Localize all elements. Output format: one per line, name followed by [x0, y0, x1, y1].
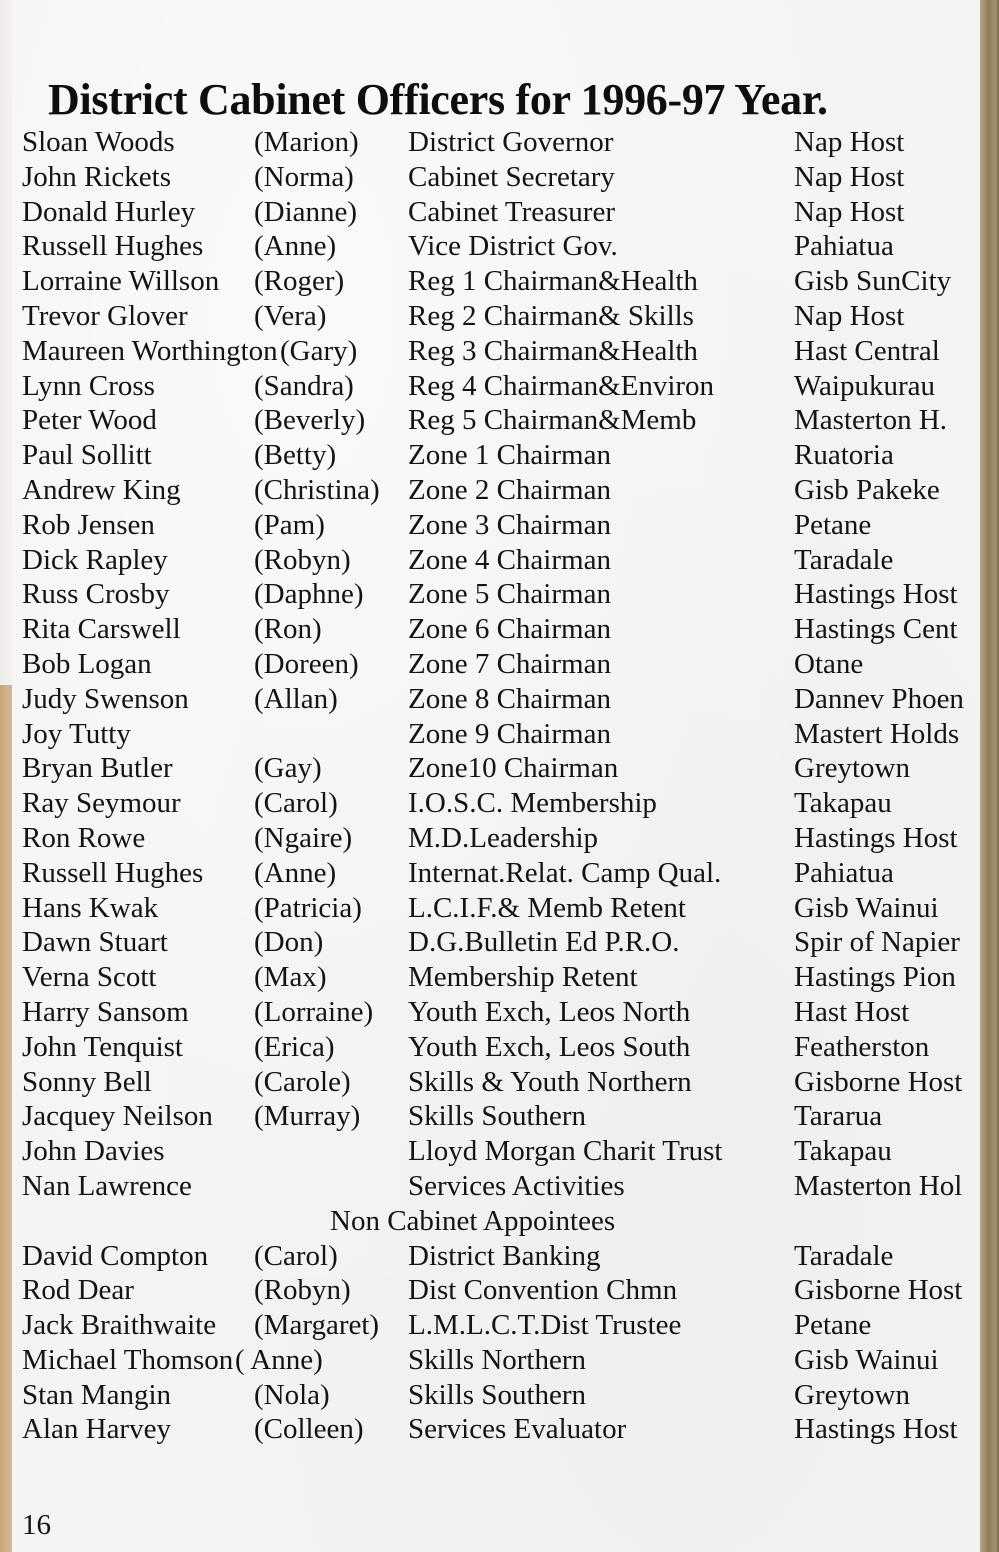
club-name: Dannev Phoen	[794, 682, 964, 715]
club-name: Nap Host	[794, 160, 905, 193]
officer-name: David Compton	[22, 1239, 209, 1272]
club-name: Gisb Pakeke	[794, 473, 940, 506]
officer-role: Reg 3 Chairman&Health	[408, 334, 698, 367]
officer-role: Services Activities	[408, 1169, 625, 1202]
officer-row	[0, 612, 999, 647]
club-name: Greytown	[794, 1378, 910, 1411]
officer-role: Zone 2 Chairman	[408, 473, 611, 506]
non-cabinet-heading-text: Non Cabinet Appointees	[330, 1204, 616, 1237]
spouse-name: (Lorraine)	[254, 995, 374, 1028]
club-name: Greytown	[794, 752, 910, 785]
officer-name: Jacquey Neilson	[22, 1100, 213, 1133]
club-name: Hastings Pion	[794, 961, 956, 994]
club-name: Takapau	[794, 1135, 892, 1168]
officer-row	[0, 1169, 999, 1204]
officer-row	[0, 1412, 999, 1447]
officer-name: Donald Hurley	[22, 195, 196, 228]
officer-role: M.D.Leadership	[408, 821, 599, 854]
officer-role: Skills Southern	[408, 1378, 587, 1411]
page-number: 16	[22, 1509, 51, 1541]
officer-name: Russ Crosby	[22, 578, 170, 611]
officer-row	[0, 717, 999, 752]
club-name: Mastert Holds	[794, 717, 960, 750]
officer-name: Jack Braithwaite	[22, 1309, 217, 1342]
officer-row	[0, 229, 999, 264]
officer-name: John Tenquist	[22, 1030, 183, 1063]
spouse-name: (Gay)	[254, 752, 322, 785]
spouse-name: (Roger)	[254, 265, 345, 298]
officer-row	[0, 1343, 999, 1378]
officer-row	[0, 334, 999, 369]
club-name: Gisb SunCity	[794, 265, 952, 298]
officer-row	[0, 473, 999, 508]
officer-role: Dist Convention Chmn	[408, 1274, 678, 1307]
officer-name: Stan Mangin	[22, 1378, 172, 1411]
officer-row	[0, 403, 999, 438]
club-name: Hast Host	[794, 995, 910, 1028]
officer-role: Skills Northern	[408, 1343, 587, 1376]
officer-row	[0, 786, 999, 821]
officer-role: Reg 5 Chairman&Memb	[408, 404, 697, 437]
officer-name: Lynn Cross	[22, 369, 155, 402]
spouse-name: (Anne)	[254, 856, 337, 889]
officer-name: Dick Rapley	[22, 543, 168, 576]
officer-role: Lloyd Morgan Charit Trust	[408, 1135, 723, 1168]
club-name: Hastings Host	[794, 821, 958, 854]
club-name: Pahiatua	[794, 856, 894, 889]
officer-role: Cabinet Secretary	[408, 160, 615, 193]
officer-role: Zone 1 Chairman	[408, 439, 611, 472]
officer-name: Sloan Woods	[22, 126, 175, 158]
officer-role: Skills Southern	[408, 1100, 587, 1133]
spouse-name: (Gary)	[280, 334, 358, 367]
spouse-name: (Pam)	[254, 508, 325, 541]
club-name: Gisb Wainui	[794, 1343, 939, 1376]
officer-name: John Davies	[22, 1135, 165, 1168]
spouse-name: (Erica)	[254, 1030, 335, 1063]
spouse-name: (Sandra)	[254, 369, 354, 402]
officer-role: Youth Exch, Leos South	[408, 1030, 691, 1063]
officer-role: D.G.Bulletin Ed P.R.O.	[408, 926, 680, 959]
club-name: Spir of Napier	[794, 926, 960, 959]
officer-row	[0, 1099, 999, 1134]
officer-name: Lorraine Willson	[22, 265, 220, 298]
officer-name: Ron Rowe	[22, 821, 146, 854]
spouse-name: (Daphne)	[254, 578, 364, 611]
club-name: Taradale	[794, 1239, 894, 1272]
officer-row	[0, 264, 999, 299]
officer-role: Skills & Youth Northern	[408, 1065, 692, 1098]
club-name: Taradale	[794, 543, 894, 576]
club-name: Petane	[794, 508, 872, 541]
spouse-name: (Marion)	[254, 126, 359, 158]
spouse-name: (Don)	[254, 926, 324, 959]
spouse-name: (Max)	[254, 961, 327, 994]
spouse-name: (Beverly)	[254, 404, 366, 437]
club-name: Nap Host	[794, 299, 905, 332]
officer-role: L.C.I.F.& Memb Retent	[408, 891, 686, 924]
officer-role: Zone 9 Chairman	[408, 717, 611, 750]
officer-name: Sonny Bell	[22, 1065, 152, 1098]
page-title: District Cabinet Officers for 1996-97 Year.	[48, 75, 828, 124]
club-name: Featherston	[794, 1030, 930, 1063]
officer-role: Vice District Gov.	[408, 230, 618, 263]
officer-row	[0, 751, 999, 786]
spouse-name: (Robyn)	[254, 543, 351, 576]
officer-name: Rita Carswell	[22, 613, 181, 646]
officer-name: Rod Dear	[22, 1274, 134, 1307]
officer-role: Cabinet Treasurer	[408, 195, 615, 228]
officer-row	[0, 1239, 999, 1274]
officers-list	[0, 125, 999, 1447]
club-name: Hastings Cent	[794, 613, 958, 646]
officer-role: Services Evaluator	[408, 1413, 627, 1446]
spouse-name: (Carol)	[254, 1239, 338, 1272]
club-name: Tararua	[794, 1100, 883, 1133]
spouse-name: (Ngaire)	[254, 821, 353, 854]
club-name: Masterton H.	[794, 404, 948, 437]
non-cabinet-appointees-table	[0, 1239, 999, 1448]
officer-name: Peter Wood	[22, 404, 157, 437]
officer-name: Bob Logan	[22, 647, 152, 680]
club-name: Pahiatua	[794, 230, 894, 263]
spouse-name: (Christina)	[254, 473, 380, 506]
spouse-name: (Vera)	[254, 299, 327, 332]
officer-row	[0, 577, 999, 612]
spouse-name: (Patricia)	[254, 891, 362, 924]
officer-name: Trevor Glover	[22, 299, 188, 332]
club-name: Hastings Host	[794, 578, 958, 611]
officer-name: Russell Hughes	[22, 230, 204, 263]
officer-role: Zone 4 Chairman	[408, 543, 611, 576]
officer-role: L.M.L.C.T.Dist Trustee	[408, 1309, 682, 1342]
officer-role: Zone10 Chairman	[408, 752, 619, 785]
officer-row	[0, 160, 999, 195]
cabinet-officers-table	[0, 125, 999, 1204]
non-cabinet-heading	[0, 1204, 999, 1239]
spouse-name: (Colleen)	[254, 1413, 364, 1446]
officer-name: Dawn Stuart	[22, 926, 168, 959]
club-name: Hast Central	[794, 334, 940, 367]
officer-role: Zone 6 Chairman	[408, 613, 611, 646]
officer-row	[0, 1308, 999, 1343]
officer-name: Verna Scott	[22, 961, 157, 994]
club-name: Gisborne Host	[794, 1065, 963, 1098]
officer-role: District Governor	[408, 126, 614, 158]
officer-row	[0, 995, 999, 1030]
officer-name: Maureen Worthington	[22, 334, 278, 367]
spouse-name: (Carol)	[254, 787, 338, 820]
club-name: Takapau	[794, 787, 892, 820]
officer-row	[0, 369, 999, 404]
officer-role: Zone 8 Chairman	[408, 682, 611, 715]
officer-row	[0, 508, 999, 543]
club-name: Nap Host	[794, 126, 905, 158]
officer-role: Membership Retent	[408, 961, 638, 994]
spouse-name: ( Anne)	[235, 1343, 323, 1376]
spouse-name: (Robyn)	[254, 1274, 351, 1307]
officer-role: I.O.S.C. Membership	[408, 787, 657, 820]
officer-name: Nan Lawrence	[22, 1169, 192, 1202]
spouse-name: (Dianne)	[254, 195, 358, 228]
officer-name: Ray Seymour	[22, 787, 181, 820]
officer-role: Reg 2 Chairman& Skills	[408, 299, 694, 332]
spouse-name: (Murray)	[254, 1100, 361, 1133]
officer-row	[0, 925, 999, 960]
spouse-name: (Doreen)	[254, 647, 359, 680]
officer-row	[0, 299, 999, 334]
club-name: Waipukurau	[794, 369, 936, 402]
officer-row	[0, 1273, 999, 1308]
club-name: Gisb Wainui	[794, 891, 939, 924]
officer-name: Judy Swenson	[22, 682, 189, 715]
officer-name: Hans Kwak	[22, 891, 159, 924]
officer-name: John Rickets	[22, 160, 172, 193]
club-name: Otane	[794, 647, 864, 680]
officer-row	[0, 821, 999, 856]
officer-role: Reg 1 Chairman&Health	[408, 265, 698, 298]
officer-role: Internat.Relat. Camp Qual.	[408, 856, 722, 889]
officer-name: Russell Hughes	[22, 856, 204, 889]
spouse-name: (Allan)	[254, 682, 338, 715]
officer-row	[0, 1134, 999, 1169]
officer-row	[0, 438, 999, 473]
officer-name: Rob Jensen	[22, 508, 155, 541]
officer-role: Zone 5 Chairman	[408, 578, 611, 611]
club-name: Gisborne Host	[794, 1274, 963, 1307]
officer-name: Harry Sansom	[22, 995, 189, 1028]
spouse-name: (Nola)	[254, 1378, 330, 1411]
club-name: Hastings Host	[794, 1413, 958, 1446]
officer-row	[0, 1378, 999, 1413]
officer-row	[0, 125, 999, 160]
officer-name: Andrew King	[22, 473, 181, 506]
officer-row	[0, 1030, 999, 1065]
spouse-name: (Norma)	[254, 160, 354, 193]
officer-role: District Banking	[408, 1239, 601, 1272]
officer-row	[0, 647, 999, 682]
officer-role: Reg 4 Chairman&Environ	[408, 369, 715, 402]
spouse-name: (Margaret)	[254, 1309, 380, 1342]
club-name: Ruatoria	[794, 439, 894, 472]
officer-role: Youth Exch, Leos North	[408, 995, 691, 1028]
officer-row	[0, 891, 999, 926]
club-name: Petane	[794, 1309, 872, 1342]
officer-role: Zone 7 Chairman	[408, 647, 611, 680]
officer-name: Joy Tutty	[22, 717, 131, 750]
officer-name: Paul Sollitt	[22, 439, 152, 472]
officer-name: Bryan Butler	[22, 752, 173, 785]
officer-row	[0, 856, 999, 891]
officer-row	[0, 682, 999, 717]
spouse-name: (Betty)	[254, 439, 337, 472]
officer-row	[0, 195, 999, 230]
officer-name: Michael Thomson	[22, 1343, 234, 1376]
officer-role: Zone 3 Chairman	[408, 508, 611, 541]
club-name: Nap Host	[794, 195, 905, 228]
officer-row	[0, 1065, 999, 1100]
spouse-name: (Carole)	[254, 1065, 351, 1098]
club-name: Masterton Hol	[794, 1169, 963, 1202]
officer-row	[0, 543, 999, 578]
officer-row	[0, 960, 999, 995]
officer-name: Alan Harvey	[22, 1413, 171, 1446]
spouse-name: (Ron)	[254, 613, 322, 646]
spouse-name: (Anne)	[254, 230, 337, 263]
